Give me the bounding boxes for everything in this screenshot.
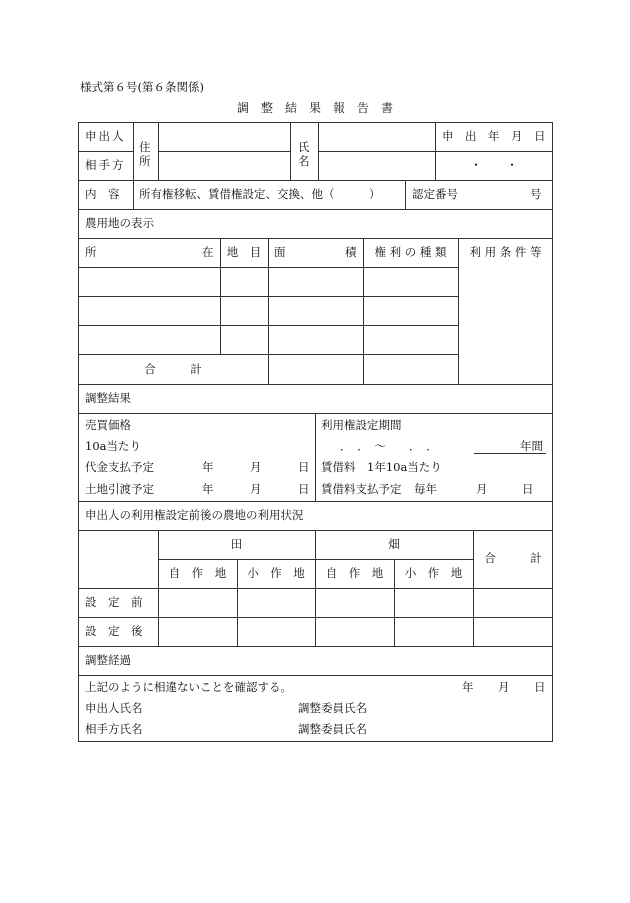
address-label: 住所 [139,140,151,168]
confirm-day-label: 日 [534,680,546,694]
after-setting-label: 設 定 後 [85,624,143,638]
rule [78,588,553,589]
name-label: 氏名 [298,140,310,168]
sale-price-label: 売買価格 [85,418,131,432]
committee-member-name-2: 調整委員氏名 [298,722,367,736]
rule [78,267,458,268]
rule [458,238,459,384]
applicant-name-label: 申出人氏名 [85,701,143,715]
location-header-right: 在 [202,245,214,259]
upland-field-header: 畑 [388,537,400,551]
rent-payment-every-year: 毎年 [414,482,437,496]
rice-tenant-header: 小 作 地 [247,566,305,580]
rule [290,122,291,180]
application-date-dots: ・ ・ [469,158,518,172]
content-label: 内 容 [85,187,120,201]
rule [78,354,458,355]
farmland-total-label: 合 計 [144,362,202,376]
rule [78,238,553,239]
area-header-left: 面 [274,245,286,259]
rule [78,296,458,297]
rule [133,180,134,209]
rule [363,238,364,384]
per-10a-label: 10a当たり [85,439,141,453]
rent-payment-day-label: 日 [522,482,534,496]
delivery-schedule-label: 土地引渡予定 [85,482,154,496]
delivery-day-label: 日 [298,482,310,496]
rule [405,180,406,209]
payment-day-label: 日 [298,460,310,474]
payment-month-label: 月 [250,460,262,474]
payment-year-label: 年 [202,460,214,474]
application-date-label: 申 出 年 月 日 [442,129,546,143]
rule [78,675,553,676]
lease-period-range: ． ． 〜 ． ． [340,439,438,453]
rule [268,238,269,384]
rule [78,646,553,647]
rule [435,122,436,180]
rule [315,413,316,501]
applicant-label: 申出人 [85,129,126,143]
committee-member-name-1: 調整委員氏名 [298,701,367,715]
lease-period-label: 利用権設定期間 [321,418,402,432]
rule [78,325,458,326]
rule [158,122,159,180]
transaction-type-options: 所有権移転、賃借権設定、交換、他（ ） [139,187,381,201]
rule [158,559,473,560]
payment-schedule-label: 代金支払予定 [85,460,154,474]
usage-conditions-header: 利 用 条 件 等 [469,245,542,259]
location-header-left: 所 [85,245,97,259]
area-header-right: 積 [345,245,357,259]
land-category-header: 地 目 [226,245,262,259]
confirm-year-label: 年 [462,680,474,694]
rule [78,209,553,210]
rule [318,122,319,180]
before-setting-label: 設 定 前 [85,595,143,609]
rent-payment-month-label: 月 [476,482,488,496]
years-underline [474,453,546,454]
confirmation-statement: 上記のように相違ないことを確認する。 [85,680,292,694]
farmland-section-title: 農用地の表示 [85,216,154,230]
usage-total-header: 合 計 [484,551,542,565]
years-label: 年間 [520,439,543,453]
certification-number-label: 認定番号 [412,187,458,201]
form-number: 様式第６号(第６条関係) [80,80,204,94]
rule [78,384,553,385]
rice-paddy-header: 田 [230,537,243,551]
delivery-month-label: 月 [250,482,262,496]
rent-per-10a-label: 1年10a当たり [367,460,442,474]
usage-section-title: 申出人の利用権設定前後の農地の利用状況 [85,508,304,522]
rent-payment-label: 賃借料支払予定 [321,482,402,496]
counterparty-label: 相手方 [85,158,126,172]
field-tenant-header: 小 作 地 [404,566,463,580]
certification-number-suffix: 号 [530,187,542,201]
rule [78,151,133,152]
delivery-year-label: 年 [202,482,214,496]
rent-label: 賃借料 [321,460,356,474]
rule [78,180,553,181]
rule [78,501,553,502]
result-section-title: 調整結果 [85,391,131,405]
rule [133,122,134,180]
confirm-month-label: 月 [498,680,510,694]
rule [78,617,553,618]
page-title: 調 整 結 果 報 告 書 [236,101,393,115]
process-section-title: 調整経過 [85,653,131,667]
field-owned-header: 自 作 地 [325,566,384,580]
rule [158,151,290,152]
rice-owned-header: 自 作 地 [168,566,227,580]
rights-type-header: 権 利 の 種 類 [374,245,447,259]
counterparty-name-label: 相手方氏名 [85,722,143,736]
